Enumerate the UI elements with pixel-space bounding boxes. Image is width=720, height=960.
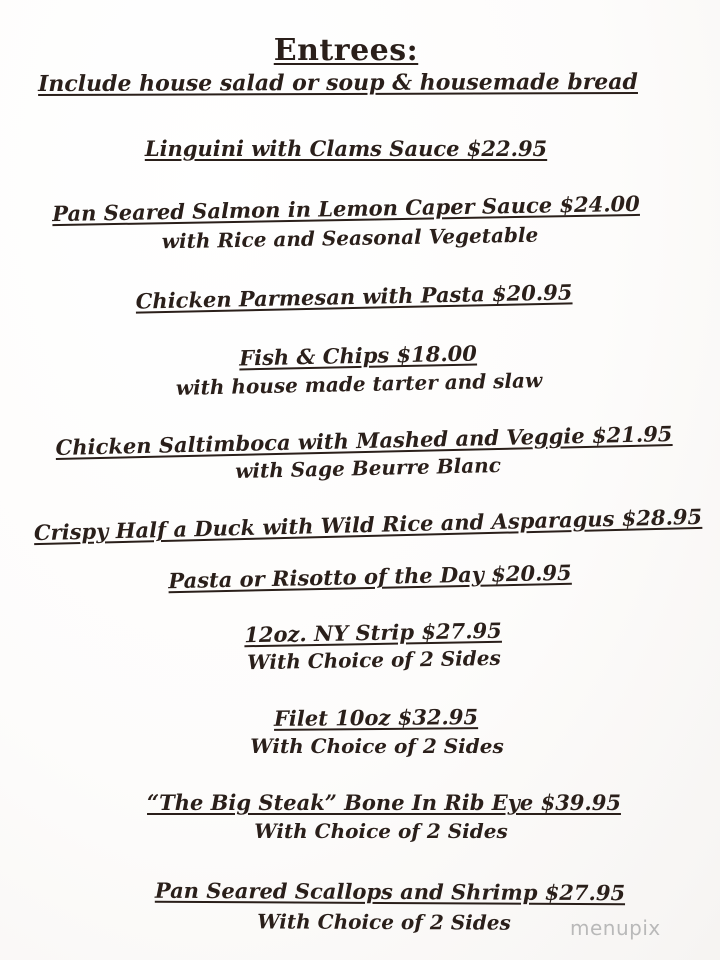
menu-item-desc: with house made tarter and slaw	[175, 368, 543, 400]
menu-item-name: Pan Seared Scallops and Shrimp $27.95	[154, 877, 626, 906]
menu-item-name: Linguini with Clams Sauce $22.95	[144, 136, 548, 161]
menu-item-name: Pan Seared Salmon in Lemon Caper Sauce $24.00	[52, 190, 640, 227]
menu-item-desc: With Choice of 2 Sides	[250, 734, 504, 758]
menu-subtitle: Include house salad or soup & housemade bread	[38, 68, 638, 98]
watermark: menupix	[570, 916, 661, 940]
menu-item-name: Pasta or Risotto of the Day $20.95	[168, 559, 572, 594]
menu-item-name: Filet 10oz $32.95	[273, 704, 479, 731]
menu-item-name: “The Big Steak” Bone In Rib Eye $39.95	[147, 790, 621, 815]
menu-item-name: Fish & Chips $18.00	[238, 340, 478, 371]
menu-item-desc: with Rice and Seasonal Vegetable	[161, 222, 539, 254]
menu-item-desc: With Choice of 2 Sides	[247, 645, 501, 675]
menu-item-name: Crispy Half a Duck with Wild Rice and Asparagus $28.95	[33, 503, 703, 546]
menu-item-desc: With Choice of 2 Sides	[257, 909, 511, 935]
menu-item-name: Chicken Saltimboca with Mashed and Veggie $21.95	[55, 421, 673, 460]
menu-item-desc: With Choice of 2 Sides	[254, 819, 508, 843]
menu-item-desc: with Sage Beurre Blanc	[234, 452, 502, 484]
menu-item-name: 12oz. NY Strip $27.95	[244, 617, 502, 648]
menu-title: Entrees:	[273, 33, 419, 68]
menu-item-name: Chicken Parmesan with Pasta $20.95	[135, 279, 573, 314]
